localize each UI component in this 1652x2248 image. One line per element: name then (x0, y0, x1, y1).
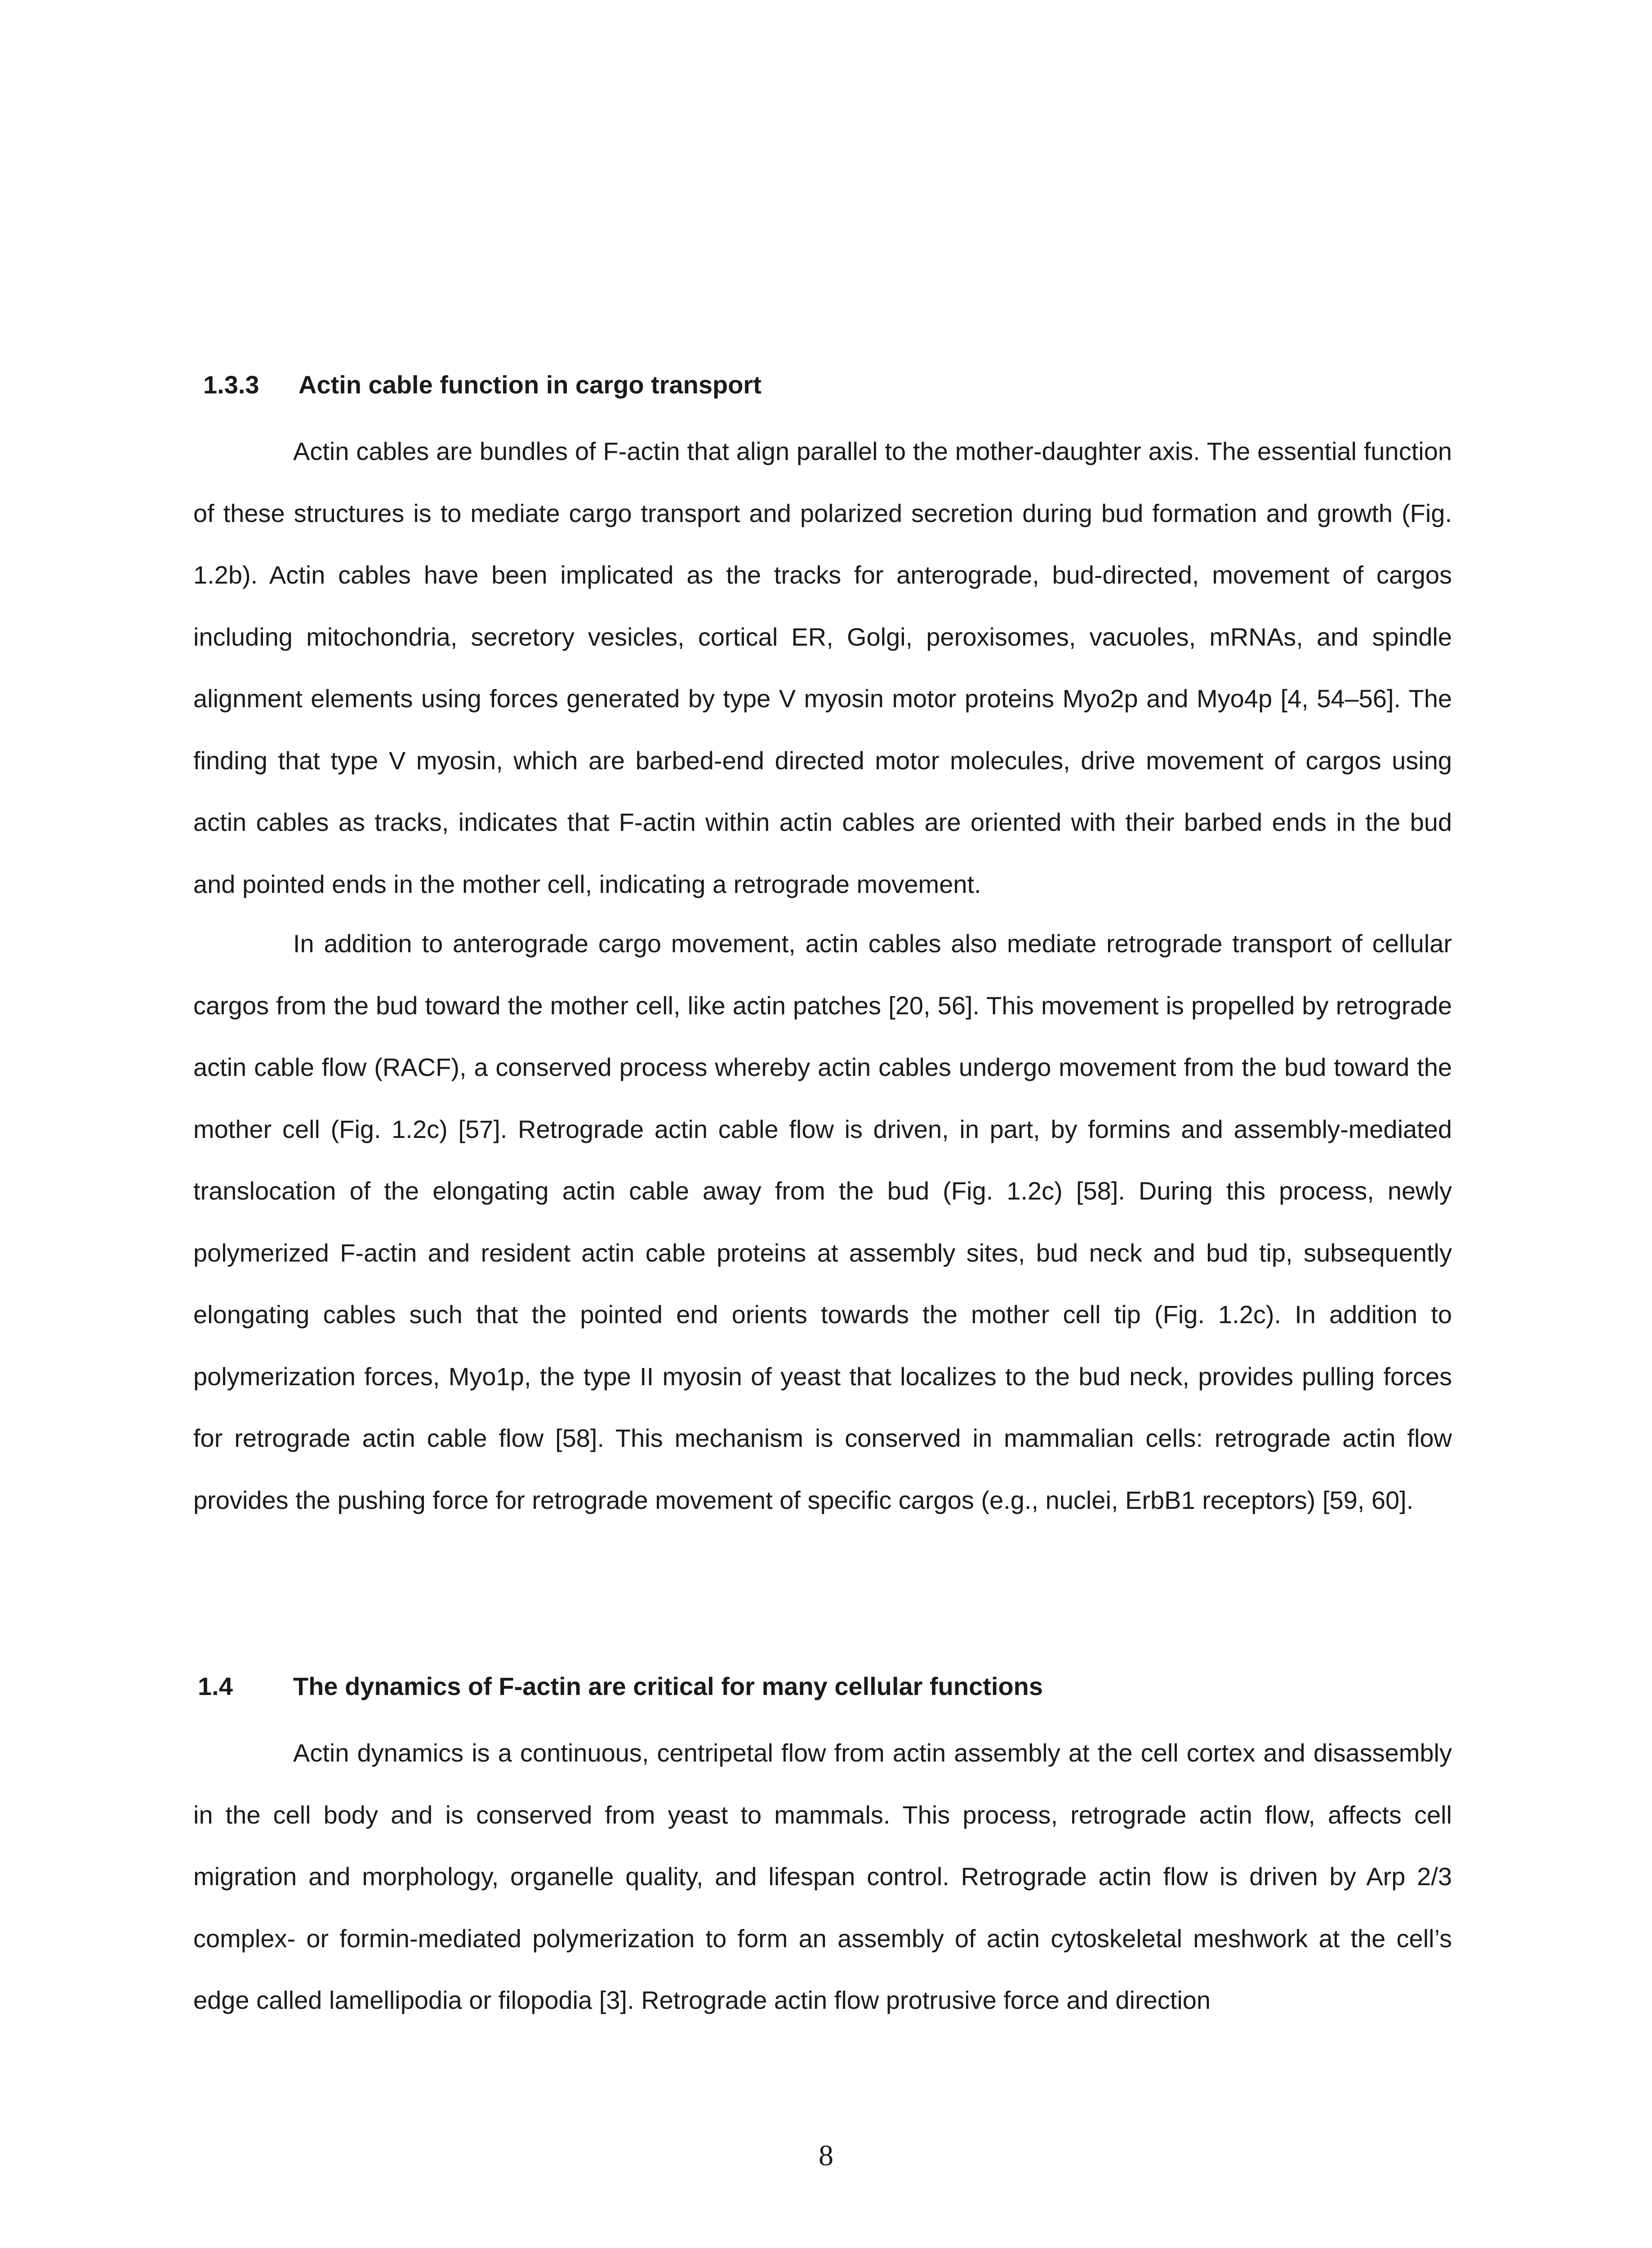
section-heading-1-3-3 (203, 369, 1462, 401)
section-number: 1.3.3 (203, 370, 259, 399)
page-number: 8 (819, 2139, 833, 2172)
section-heading-1-4 (198, 1670, 1456, 1703)
section-number: 1.4 (198, 1672, 233, 1700)
body-paragraph: In addition to anterograde cargo movement, actin cables also mediate retrograde transport of cellular cargos from the bud toward the mother cell, like actin patches [20, 56]. This movement is propelled by retrograde actin cable flow (RACF), a conserved process whereby actin cables undergo movement from the bud toward the mother cell (Fig. 1.2c) [57]. Retrograde actin cable flow is driven, in part, by formins and assembly-mediated translocation of the elongating actin cable away from the bud (Fig. 1.2c) [58]. During this process, newly polymerized F-actin and resident actin cable proteins at assembly sites, bud neck and bud tip, subsequently elongating cables such that the pointed end orients towards the mother cell tip (Fig. 1.2c). In addition to polymerization forces, Myo1p, the type II myosin of yeast that localizes to the bud neck, provides pulling forces for retrograde actin cable flow [58]. This mechanism is conserved in mammalian cells: retrograde actin flow provides the pushing force for retrograde movement of specific cargos (e.g., nuclei, ErbB1 receptors) [59, 60]. (193, 929, 1452, 1514)
section-title: Actin cable function in cargo transport (298, 370, 761, 399)
body-paragraph: Actin cables are bundles of F-actin that align parallel to the mother-daughter axis. The essential function of these structures is to mediate cargo transport and polarized secretion during bud formation and growth (Fig. 1.2b). Actin cables have been implicated as the tracks for anterograde, bud-directed, movement of cargos including mitochondria, secretory vesicles, cortical ER, Golgi, peroxisomes, vacuoles, mRNAs, and spindle alignment elements using forces generated by type V myosin motor proteins Myo2p and Myo4p [4, 54–56]. The finding that type V myosin, which are barbed-end directed motor molecules, drive movement of cargos using actin cables as tracks, indicates that F-actin within actin cables are oriented with their barbed ends in the bud and pointed ends in the mother cell, indicating a retrograde movement. (193, 437, 1452, 898)
body-paragraph: Actin dynamics is a continuous, centripetal flow from actin assembly at the cell cortex and disassembly in the cell body and is conserved from yeast to mammals. This process, retrograde actin flow, affects cell migration and morphology, organelle quality, and lifespan control. Retrograde actin flow is driven by Arp 2/3 complex- or formin-mediated polymerization to form an assembly of actin cytoskeletal meshwork at the cell’s edge called lamellipodia or filopodia [3]. Retrograde actin flow protrusive force and direction (193, 1739, 1452, 2014)
section-title: The dynamics of F-actin are critical for many cellular functions (293, 1672, 1043, 1700)
